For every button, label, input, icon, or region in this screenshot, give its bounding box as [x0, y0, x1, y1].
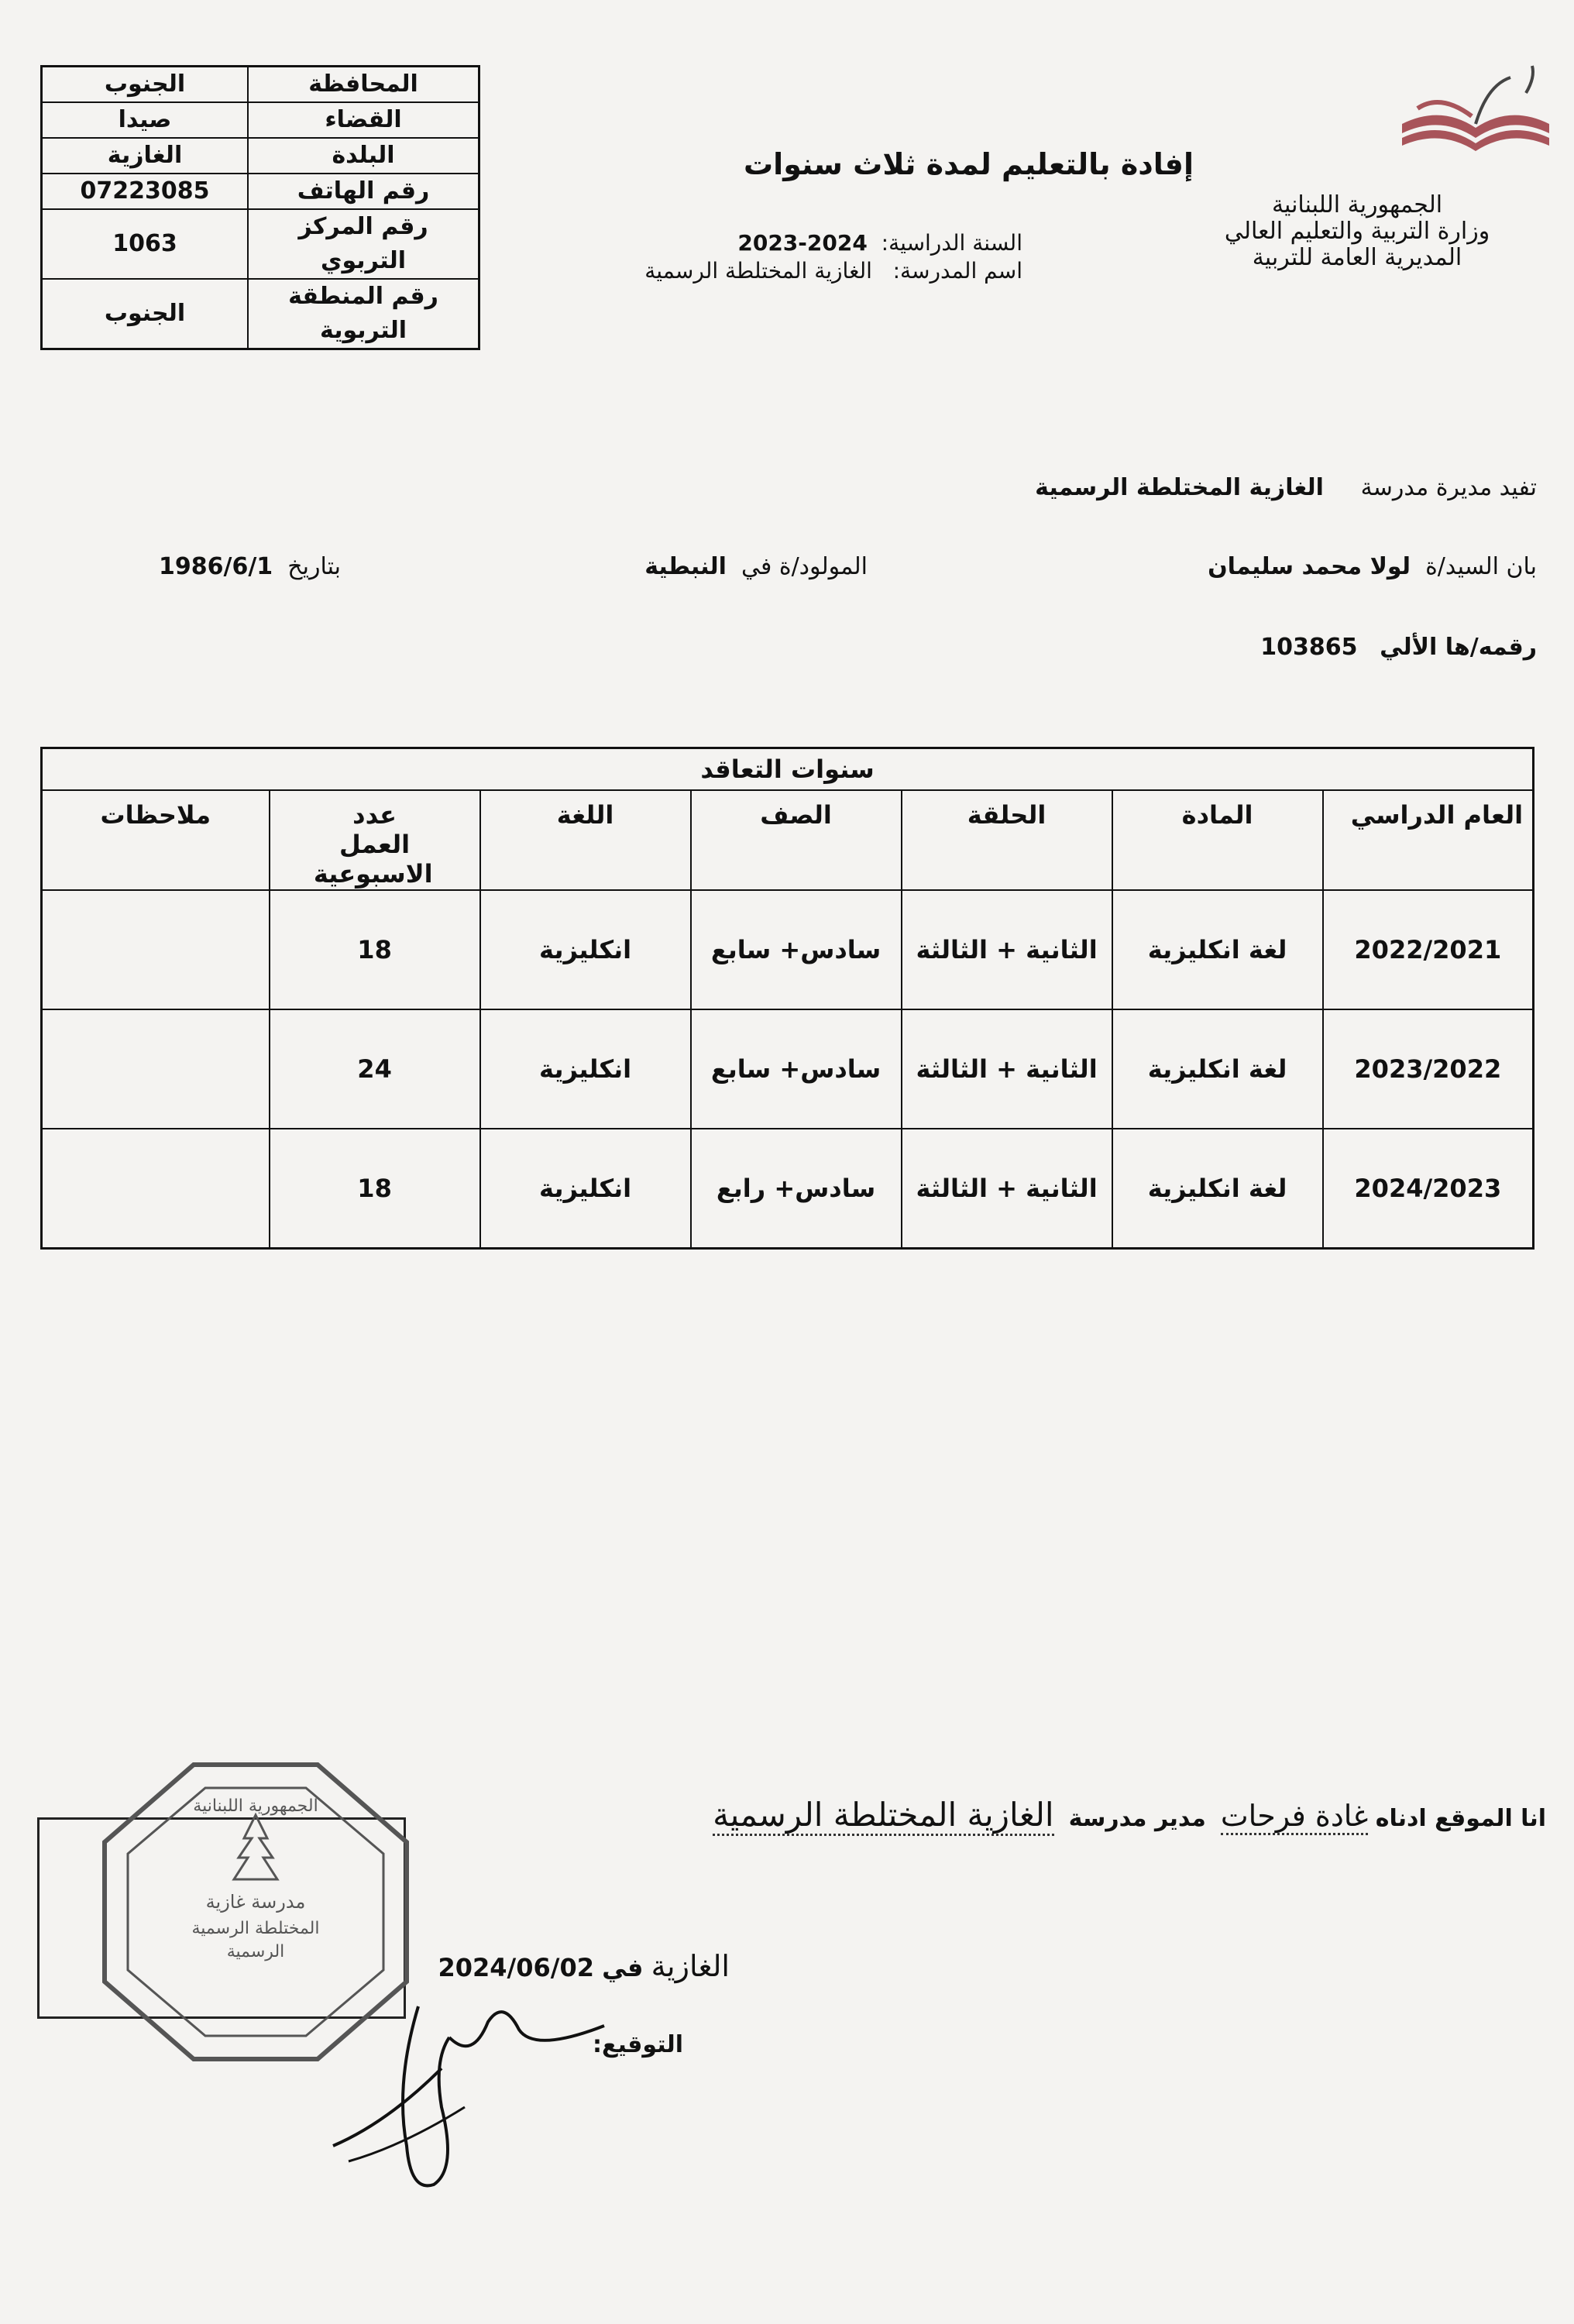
table-cell: 2024/2023: [1323, 1129, 1534, 1249]
info-label: رقم المنطقة التربوية: [248, 279, 479, 349]
school-name-label: اسم المدرسة:: [892, 258, 1022, 284]
column-header: ملاحظات: [42, 790, 270, 890]
place-handwritten: الغازية: [651, 1949, 730, 1983]
info-value: 07223085: [42, 174, 249, 209]
info-value: الجنوب: [42, 67, 249, 103]
school-year-label: السنة الدراسية:: [881, 230, 1022, 256]
table-cell: انكليزية: [480, 1009, 691, 1129]
table-cell: انكليزية: [480, 890, 691, 1009]
table-cell: سادس+ سابع: [691, 890, 902, 1009]
signer-name: غادة فرحات: [1221, 1799, 1368, 1835]
table-cell: [42, 890, 270, 1009]
date-prefix: في: [602, 1953, 644, 1982]
table-cell: سادس+ رابع: [691, 1129, 902, 1249]
column-header: المادة: [1112, 790, 1323, 890]
table-cell: انكليزية: [480, 1129, 691, 1249]
ministry-name: وزارة التربية والتعليم العالي: [1224, 218, 1490, 245]
column-header: الحلقة: [902, 790, 1112, 890]
table-cell: الثانية + الثالثة: [902, 1009, 1112, 1129]
birth-date-label: بتاريخ: [287, 553, 341, 580]
table-row: [42, 890, 1534, 1009]
table-cell: 18: [270, 1129, 480, 1249]
handwritten-signature-icon: [325, 1991, 635, 2208]
undersigned-label: انا الموقع ادناه: [1375, 1805, 1546, 1832]
table-cell: 2023/2022: [1323, 1009, 1534, 1129]
info-label: المحافظة: [248, 67, 479, 103]
column-header: عدد العمل الاسبوعية: [270, 790, 480, 890]
table-cell: لغة انكليزية: [1112, 890, 1323, 1009]
birth-date-value: 1986/6/1: [159, 553, 273, 580]
ministry-logo-icon: [1394, 62, 1557, 170]
person-name: لولا محمد سليمان: [1208, 553, 1411, 580]
table-caption: سنوات التعاقد: [42, 748, 1534, 791]
info-label: البلدة: [248, 138, 479, 174]
table-row: [42, 1129, 1534, 1249]
info-label: القضاء: [248, 102, 479, 138]
table-cell: سادس+ سابع: [691, 1009, 902, 1129]
table-row: [42, 1009, 1534, 1129]
info-label: رقم المركز التربوي: [248, 209, 479, 279]
certifies-label: تفيد مديرة مدرسة: [1360, 474, 1537, 501]
born-label: المولود/ة في: [741, 553, 868, 580]
director-label: مدير مدرسة: [1068, 1805, 1206, 1832]
info-row: [42, 279, 479, 349]
directorate-name: المديرية العامة للتربية: [1252, 244, 1462, 271]
stamp-line: المختلطة الرسمية: [191, 1919, 320, 1938]
person-label: بان السيد/ة: [1425, 553, 1537, 580]
school-handwritten: الغازية المختلطة الرسمية: [713, 1796, 1053, 1836]
table-cell: الثانية + الثالثة: [902, 890, 1112, 1009]
info-row: [42, 138, 479, 174]
school-info-table: [40, 65, 480, 350]
table-cell: [42, 1129, 270, 1249]
info-label: رقم الهاتف: [248, 174, 479, 209]
info-value: الجنوب: [42, 279, 249, 349]
column-header: العام الدراسي: [1323, 790, 1534, 890]
auto-number-label: رقمه/ها الألي: [1380, 634, 1537, 661]
info-value: صيدا: [42, 102, 249, 138]
born-place: النبطية: [644, 553, 727, 580]
table-cell: 24: [270, 1009, 480, 1129]
table-cell: 18: [270, 890, 480, 1009]
info-value: الغازية: [42, 138, 249, 174]
table-cell: لغة انكليزية: [1112, 1129, 1323, 1249]
contract-years-table: [40, 747, 1534, 1250]
auto-number-value: 103865: [1260, 634, 1358, 661]
stamp-line: مدرسة غازية: [205, 1891, 306, 1913]
info-value: 1063: [42, 209, 249, 279]
school-name-value: الغازية المختلطة الرسمية: [644, 258, 872, 284]
issue-date: 2024/06/02: [438, 1953, 594, 1982]
info-row: [42, 102, 479, 138]
table-cell: الثانية + الثالثة: [902, 1129, 1112, 1249]
info-row: [42, 174, 479, 209]
column-header: الصف: [691, 790, 902, 890]
certifies-school: الغازية المختلطة الرسمية: [1035, 474, 1324, 501]
signature-label: التوقيع:: [593, 2031, 683, 2058]
republic-name: الجمهورية اللبنانية: [1271, 191, 1443, 218]
info-row: [42, 67, 479, 103]
stamp-line: الجمهورية اللبنانية: [193, 1796, 318, 1816]
info-row: [42, 209, 479, 279]
column-header: اللغة: [480, 790, 691, 890]
table-cell: [42, 1009, 270, 1129]
table-cell: 2022/2021: [1323, 890, 1534, 1009]
table-cell: لغة انكليزية: [1112, 1009, 1323, 1129]
document-title: إفادة بالتعليم لمدة ثلاث سنوات: [744, 147, 1194, 181]
stamp-line: الرسمية: [226, 1942, 285, 1961]
school-year-value: 2024-2023: [737, 230, 868, 256]
